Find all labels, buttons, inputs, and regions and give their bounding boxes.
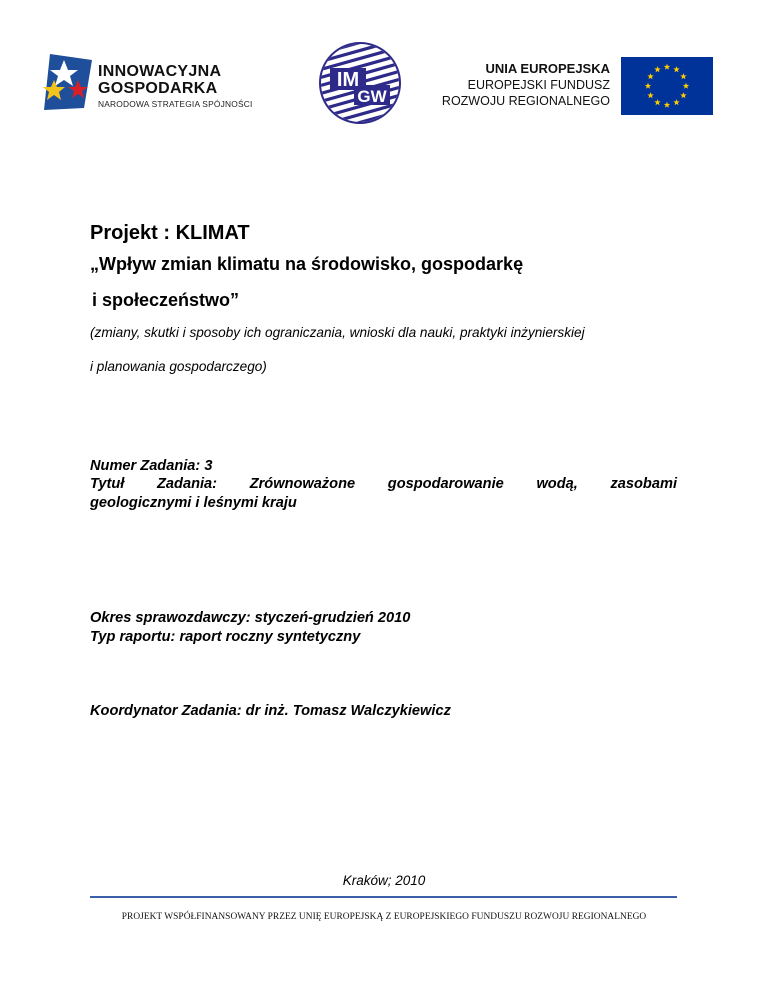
task-number: Numer Zadania: 3: [90, 458, 213, 474]
ue-logo-line2: EUROPEJSKI FUNDUSZ: [467, 78, 610, 92]
footer-funding-note: PROJEKT WSPÓŁFINANSOWANY PRZEZ UNIĘ EUROPEJSKĄ Z EUROPEJSKIEGO FUNDUSZU ROZWOJU REGIONALNEGO: [121, 912, 647, 922]
ig-logo-line1: INNOWACYJNA: [98, 63, 222, 80]
imgw-letters-top: IM: [336, 69, 360, 91]
ig-star-emblem-icon: [40, 50, 96, 114]
imgw-emblem-icon: [318, 41, 402, 125]
project-scope-line1: (zmiany, skutki i sposoby ich ograniczania, wnioski dla nauki, praktyki inżynierskiej: [90, 325, 585, 340]
innowacyjna-gospodarka-logo: [40, 50, 270, 114]
report-type: Typ raportu: raport roczny syntetyczny: [90, 629, 361, 645]
project-scope-line2: i planowania gospodarczego): [90, 359, 267, 374]
ue-logo-line3: ROZWOJU REGIONALNEGO: [441, 94, 610, 108]
place-date: Kraków; 2010: [342, 873, 426, 888]
project-subtitle-line1: „Wpływ zmian klimatu na środowisko, gospodarkę: [90, 254, 524, 274]
task-title-line2: geologicznymi i leśnymi kraju: [90, 495, 297, 511]
ue-logo-line1: UNIA EUROPEJSKA: [485, 61, 610, 76]
project-subtitle-line2: i społeczeństwo”: [92, 290, 240, 310]
footer-divider: [90, 896, 677, 898]
imgw-logo: [318, 41, 402, 125]
ue-logo-text: [442, 61, 610, 109]
imgw-letters-bottom: GW: [357, 87, 387, 106]
report-period: Okres sprawozdawczy: styczeń-grudzień 2010: [90, 610, 411, 626]
eu-flag-icon: [621, 57, 713, 115]
project-title: Projekt : KLIMAT: [90, 222, 250, 244]
task-coordinator: Koordynator Zadania: dr inż. Tomasz Walczykiewicz: [90, 703, 451, 719]
task-title-line1: Tytuł Zadania: Zrównoważone gospodarowanie wodą, zasobami: [90, 476, 677, 492]
ig-logo-line2: GOSPODARKA: [98, 80, 218, 97]
ig-logo-line3: NARODOWA STRATEGIA SPÓJNOŚCI: [98, 99, 253, 109]
